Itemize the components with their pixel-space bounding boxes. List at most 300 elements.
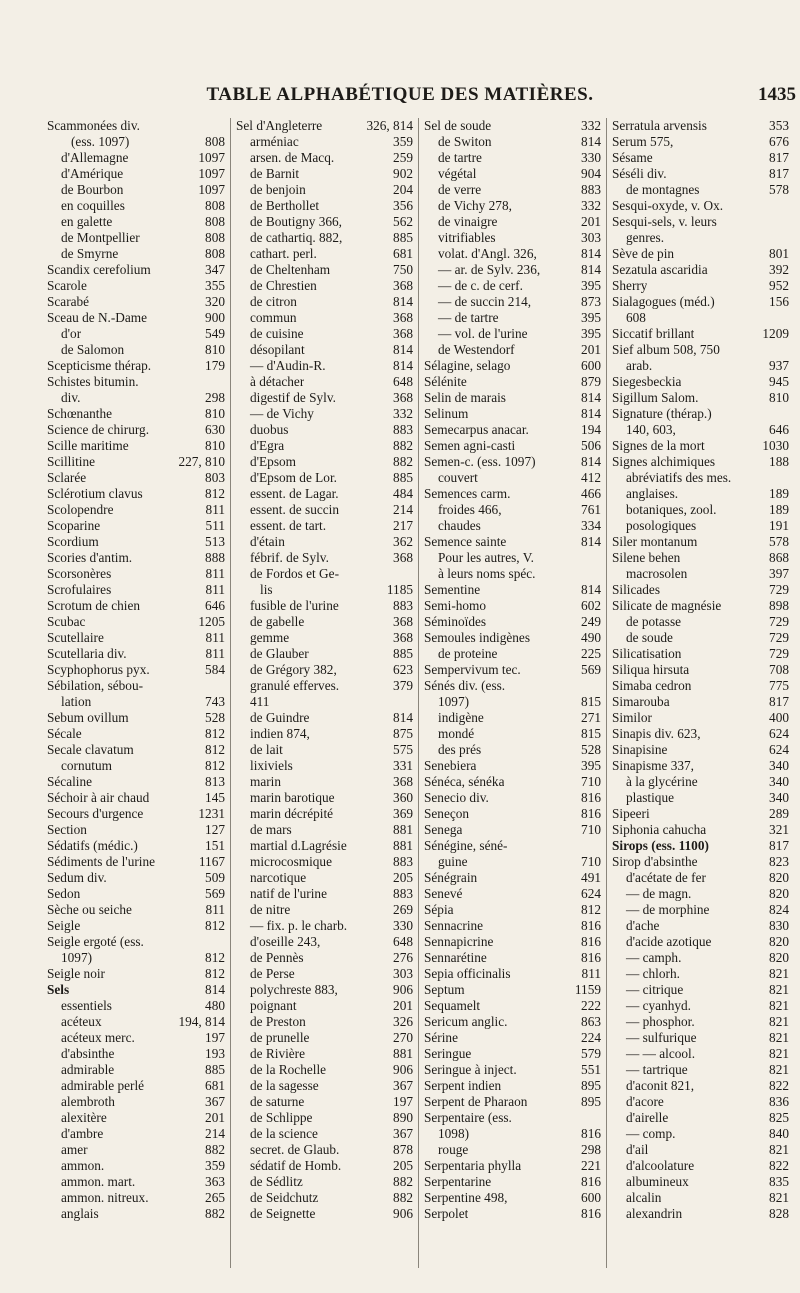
entry-page-ref: 812 [205, 758, 225, 773]
index-entry [47, 902, 225, 918]
entry-term: d'alcoolature [626, 1158, 695, 1173]
index-entry [47, 486, 225, 502]
entry-term: — d'Audin-R. [250, 358, 326, 373]
entry-term: Signes de la mort [612, 438, 705, 453]
entry-term: de Fordos et Ge- [250, 566, 339, 581]
entry-page-ref: 902 [393, 166, 413, 181]
entry-term: Semecarpus anacar. [424, 422, 529, 437]
entry-page-ref: 179 [205, 358, 225, 373]
entry-page-ref [410, 694, 413, 710]
index-entry [612, 294, 789, 310]
entry-page-ref [598, 678, 601, 694]
entry-page-ref: 681 [205, 1078, 225, 1093]
entry-page-ref: 191 [769, 518, 789, 533]
entry-term: de potasse [626, 614, 682, 629]
entry-term: Senecio div. [424, 790, 489, 805]
entry-term: d'acore [626, 1094, 664, 1109]
entry-term: Serpentaria phylla [424, 1158, 522, 1173]
index-entry [47, 566, 225, 582]
index-entry [236, 1126, 413, 1142]
entry-term: — de magn. [626, 886, 692, 901]
entry-term: Scarole [47, 278, 87, 293]
entry-term: fusible de l'urine [250, 598, 339, 613]
entry-term: de proteine [438, 646, 498, 661]
entry-term: Science de chirurg. [47, 422, 150, 437]
entry-term: Scutellaire [47, 630, 104, 645]
index-entry [236, 390, 413, 406]
entry-term: d'or [61, 326, 82, 341]
entry-term: acéteux [61, 1014, 102, 1029]
index-entry [236, 1014, 413, 1030]
entry-term: vitrifiables [438, 230, 496, 245]
index-entry [47, 710, 225, 726]
entry-page-ref: 360 [393, 790, 413, 805]
entry-page-ref: 811 [581, 966, 601, 981]
entry-page-ref: 840 [769, 1126, 789, 1141]
entry-term: 608 [626, 310, 646, 325]
entry-term: Sénégrain [424, 870, 478, 885]
entry-term: indigène [438, 710, 484, 725]
index-entry [424, 1190, 601, 1206]
entry-term: Sennarétine [424, 950, 487, 965]
entry-page-ref [786, 342, 789, 358]
entry-page-ref: 937 [769, 358, 789, 373]
index-entry [424, 262, 601, 278]
entry-term: commun [250, 310, 297, 325]
index-entry [424, 902, 601, 918]
entry-term: — phosphor. [626, 1014, 695, 1029]
index-entry [424, 150, 601, 166]
entry-page-ref: 355 [205, 278, 225, 293]
entry-page-ref: 810 [205, 342, 225, 357]
entry-page-ref: 367 [205, 1094, 225, 1109]
entry-term: duobus [250, 422, 289, 437]
entry-term: Sezatula ascaridia [612, 262, 708, 277]
entry-term: Sénégine, séné- [424, 838, 508, 853]
index-column-4 [606, 118, 794, 1268]
index-entry [424, 1110, 601, 1126]
entry-page-ref: 289 [769, 806, 789, 821]
index-entry [47, 598, 225, 614]
entry-page-ref: 814 [393, 294, 413, 309]
index-entry [47, 262, 225, 278]
entry-term: Semoules indigènes [424, 630, 530, 645]
entry-page-ref: 821 [769, 1190, 789, 1205]
index-entry [424, 214, 601, 230]
index-entry [47, 758, 225, 774]
entry-term: couvert [438, 470, 478, 485]
index-entry [424, 326, 601, 342]
index-entry [236, 1158, 413, 1174]
entry-term: Sel d'Angleterre [236, 118, 323, 133]
entry-page-ref: 729 [769, 582, 789, 597]
entry-term: d'ambre [61, 1126, 104, 1141]
entry-page-ref: 1097 [198, 150, 225, 165]
entry-term: Sherry [612, 278, 648, 293]
entry-page-ref: 265 [205, 1190, 225, 1205]
index-entry [236, 374, 413, 390]
entry-page-ref: 1231 [198, 806, 225, 821]
entry-term: Sédiments de l'urine [47, 854, 156, 869]
index-entry [47, 1206, 225, 1222]
entry-term: désopilant [250, 342, 305, 357]
entry-term: Sélagine, selago [424, 358, 511, 373]
entry-page-ref: 368 [393, 390, 413, 405]
entry-page-ref: 885 [393, 646, 413, 661]
index-entry [236, 870, 413, 886]
entry-term: Sclarée [47, 470, 87, 485]
index-entry [47, 166, 225, 182]
index-entry [47, 966, 225, 982]
entry-page-ref: 811 [205, 566, 225, 581]
index-entry [424, 838, 601, 854]
index-entry [236, 342, 413, 358]
index-entry [236, 134, 413, 150]
index-entry [424, 246, 601, 262]
entry-term: Pour les autres, V. [438, 550, 534, 565]
index-entry [47, 774, 225, 790]
index-entry [424, 454, 601, 470]
entry-term: microcosmique [250, 854, 332, 869]
index-entry [612, 1174, 789, 1190]
index-entry [612, 470, 789, 486]
entry-page-ref: 817 [769, 838, 789, 853]
entry-term: froides 466, [438, 502, 502, 517]
index-entry [424, 790, 601, 806]
index-entry [47, 982, 225, 998]
entry-term: Sécaline [47, 774, 93, 789]
index-entry [236, 486, 413, 502]
entry-page-ref: 491 [581, 870, 601, 885]
entry-term: (ess. 1097) [71, 134, 130, 149]
index-entry [236, 630, 413, 646]
entry-page-ref: 885 [393, 230, 413, 245]
entry-term: de Perse [250, 966, 295, 981]
entry-term: de tartre [438, 150, 482, 165]
entry-term: Senebiera [424, 758, 477, 773]
entry-term: 140, 603, [626, 422, 676, 437]
index-entry [236, 998, 413, 1014]
entry-term: alembroth [61, 1094, 115, 1109]
entry-term: Sinapis div. 623, [612, 726, 701, 741]
entry-term: — sulfurique [626, 1030, 697, 1045]
index-entry [612, 374, 789, 390]
index-entry [47, 358, 225, 374]
index-entry [236, 934, 413, 950]
entry-term: lis [260, 582, 273, 597]
entry-page-ref: 882 [393, 1190, 413, 1205]
entry-page-ref: 201 [581, 342, 601, 357]
entry-page-ref: 400 [769, 710, 789, 725]
index-entry [236, 582, 413, 598]
entry-page-ref: 881 [393, 822, 413, 837]
entry-page-ref: 368 [393, 326, 413, 341]
entry-term: d'acide azotique [626, 934, 712, 949]
entry-term: — comp. [626, 1126, 676, 1141]
entry-term: Serpent de Pharaon [424, 1094, 528, 1109]
entry-page-ref [598, 550, 601, 566]
entry-term: Serpolet [424, 1206, 469, 1221]
entry-page-ref: 189 [769, 502, 789, 517]
index-entry [236, 550, 413, 566]
entry-page-ref: 816 [581, 934, 601, 949]
entry-term: de soude [626, 630, 673, 645]
entry-page-ref: 551 [581, 1062, 601, 1077]
index-entry [424, 422, 601, 438]
index-entry [236, 710, 413, 726]
index-entry [424, 502, 601, 518]
index-entry [236, 838, 413, 854]
index-entry [612, 1190, 789, 1206]
index-entry [47, 822, 225, 838]
index-entry [424, 294, 601, 310]
entry-term: Siccatif brillant [612, 326, 695, 341]
entry-term: de Seignette [250, 1206, 316, 1221]
entry-page-ref: 269 [393, 902, 413, 917]
entry-term: — de succin 214, [438, 294, 532, 309]
index-entry [424, 742, 601, 758]
entry-term: Simarouba [612, 694, 670, 709]
entry-page-ref: 816 [581, 1126, 601, 1141]
entry-term: Sinapisme 337, [612, 758, 694, 773]
entry-term: — tartrique [626, 1062, 688, 1077]
entry-term: de lait [250, 742, 283, 757]
entry-term: d'ache [626, 918, 660, 933]
entry-term: de Guindre [250, 710, 310, 725]
index-entry [612, 630, 789, 646]
entry-term: d'étain [250, 534, 285, 549]
entry-page-ref: 821 [769, 1014, 789, 1029]
entry-page-ref: 882 [205, 1206, 225, 1221]
entry-page-ref: 397 [769, 566, 789, 581]
index-entry [612, 1126, 789, 1142]
entry-page-ref: 201 [393, 998, 413, 1013]
index-entry [612, 582, 789, 598]
entry-page-ref: 823 [769, 854, 789, 869]
entry-term: 411 [250, 694, 270, 709]
entry-term: Seigle noir [47, 966, 105, 981]
index-entry [424, 646, 601, 662]
index-entry [612, 966, 789, 982]
entry-page-ref: 906 [393, 982, 413, 997]
entry-term: — — alcool. [626, 1046, 696, 1061]
entry-term: de Vichy 278, [438, 198, 512, 213]
index-entry [612, 134, 789, 150]
entry-term: Seringue à inject. [424, 1062, 517, 1077]
index-entry [612, 614, 789, 630]
entry-term: lation [61, 694, 92, 709]
entry-page-ref: 812 [205, 726, 225, 741]
index-entry [47, 390, 225, 406]
index-entry [424, 550, 601, 566]
index-entry [424, 806, 601, 822]
index-entry [47, 502, 225, 518]
entry-term: d'Egra [250, 438, 285, 453]
index-entry [612, 262, 789, 278]
index-entry [424, 966, 601, 982]
index-entry [424, 678, 601, 694]
entry-term: d'Allemagne [61, 150, 129, 165]
index-entry [47, 230, 225, 246]
index-entry [47, 454, 225, 470]
index-entry [612, 918, 789, 934]
index-entry [612, 598, 789, 614]
entry-page-ref: 729 [769, 614, 789, 629]
entry-term: albumineux [626, 1174, 689, 1189]
index-entry [612, 822, 789, 838]
entry-term: 1098) [438, 1126, 470, 1141]
index-entry [47, 950, 225, 966]
entry-page-ref: 334 [581, 518, 601, 533]
entry-page-ref [222, 678, 225, 694]
entry-page-ref: 801 [769, 246, 789, 261]
entry-page-ref: 188 [769, 454, 789, 469]
entry-page-ref: 817 [769, 166, 789, 181]
index-entry [236, 758, 413, 774]
entry-term: alcalin [626, 1190, 662, 1205]
entry-term: essent. de Lagar. [250, 486, 339, 501]
index-entry [236, 614, 413, 630]
entry-page-ref: 412 [581, 470, 601, 485]
index-entry [236, 470, 413, 486]
index-entry [424, 1174, 601, 1190]
index-entry [424, 694, 601, 710]
index-entry [424, 998, 601, 1014]
index-entry [612, 310, 789, 326]
entry-term: à leurs noms spéc. [438, 566, 536, 581]
index-entry [236, 646, 413, 662]
entry-page-ref: 814 [393, 342, 413, 357]
entry-page-ref: 578 [769, 182, 789, 197]
index-entry [236, 422, 413, 438]
entry-term: Sericum anglic. [424, 1014, 508, 1029]
entry-page-ref: 821 [769, 1062, 789, 1077]
index-entry [47, 182, 225, 198]
entry-term: Seigle ergoté (ess. [47, 934, 144, 949]
entry-term: macrosolen [626, 566, 688, 581]
entry-page-ref: 340 [769, 758, 789, 773]
entry-page-ref: 816 [581, 1206, 601, 1221]
index-entry [47, 694, 225, 710]
entry-term: Scutellaria div. [47, 646, 127, 661]
entry-page-ref: 630 [205, 422, 225, 437]
entry-page-ref: 204 [393, 182, 413, 197]
entry-page-ref: 466 [581, 486, 601, 501]
entry-page-ref: 814 [581, 390, 601, 405]
entry-page-ref: 881 [393, 838, 413, 853]
entry-term: Scorsonères [47, 566, 112, 581]
index-entry [47, 118, 225, 134]
entry-page-ref: 193 [205, 1046, 225, 1061]
entry-page-ref: 332 [581, 198, 601, 213]
entry-page-ref: 584 [205, 662, 225, 677]
entry-page-ref: 600 [581, 358, 601, 373]
entry-term: — fix. p. le charb. [250, 918, 348, 933]
entry-term: poignant [250, 998, 297, 1013]
entry-page-ref: 367 [393, 1126, 413, 1141]
index-entry [612, 742, 789, 758]
entry-page-ref: 952 [769, 278, 789, 293]
entry-term: Septum [424, 982, 465, 997]
entry-page-ref [598, 838, 601, 854]
entry-page-ref [786, 470, 789, 486]
entry-term: Silicatisation [612, 646, 682, 661]
entry-term: de Preston [250, 1014, 306, 1029]
entry-term: de Switon [438, 134, 492, 149]
index-entry [47, 886, 225, 902]
entry-term: d'Amérique [61, 166, 124, 181]
index-column-3 [418, 118, 606, 1268]
entry-page-ref: 816 [581, 1174, 601, 1189]
entry-term: de citron [250, 294, 297, 309]
entry-term: Selin de marais [424, 390, 506, 405]
entry-page-ref: 395 [581, 278, 601, 293]
entry-term: arab. [626, 358, 653, 373]
index-entry [612, 1062, 789, 1078]
entry-term: ammon. nitreux. [61, 1190, 149, 1205]
entry-page-ref: 808 [205, 246, 225, 261]
index-entry [612, 166, 789, 182]
index-entry [612, 646, 789, 662]
entry-page-ref: 710 [581, 822, 601, 837]
index-entry [47, 518, 225, 534]
entry-page-ref: 224 [581, 1030, 601, 1045]
entry-term: Semence sainte [424, 534, 507, 549]
entry-term: Sinapisine [612, 742, 668, 757]
entry-term: de saturne [250, 1094, 305, 1109]
entry-page-ref: 812 [581, 902, 601, 917]
entry-page-ref: 367 [393, 1078, 413, 1093]
entry-term: Séminoïdes [424, 614, 487, 629]
index-entry [612, 454, 789, 470]
entry-page-ref: 330 [581, 150, 601, 165]
entry-term: Serpent indien [424, 1078, 502, 1093]
entry-term: Sénéca, sénéka [424, 774, 505, 789]
entry-term: Sebum ovillum [47, 710, 129, 725]
index-entry [47, 1030, 225, 1046]
entry-term: guine [438, 854, 468, 869]
index-entry [236, 966, 413, 982]
entry-term: Sébilation, sébou- [47, 678, 144, 693]
entry-term: Silene behen [612, 550, 681, 565]
entry-page-ref: 761 [581, 502, 601, 517]
entry-term: Schœnanthe [47, 406, 112, 421]
index-entry [236, 1110, 413, 1126]
entry-page-ref: 945 [769, 374, 789, 389]
entry-page-ref: 808 [205, 214, 225, 229]
entry-term: Serratula arvensis [612, 118, 707, 133]
entry-term: Scolopendre [47, 502, 114, 517]
index-entry [612, 502, 789, 518]
entry-term: Silicate de magnésie [612, 598, 722, 613]
index-entry [424, 406, 601, 422]
entry-term: Secale clavatum [47, 742, 134, 757]
entry-page-ref: 813 [205, 774, 225, 789]
index-entry [424, 630, 601, 646]
entry-page-ref: 201 [205, 1110, 225, 1125]
index-entry [47, 1062, 225, 1078]
entry-term: marin [250, 774, 282, 789]
entry-page-ref: 330 [393, 918, 413, 933]
index-entry [47, 662, 225, 678]
entry-term: Sélénite [424, 374, 467, 389]
index-entry [424, 518, 601, 534]
index-entry [47, 790, 225, 806]
index-entry [424, 822, 601, 838]
index-column-1 [42, 118, 230, 1268]
index-entry [612, 790, 789, 806]
entry-page-ref: 303 [393, 966, 413, 981]
